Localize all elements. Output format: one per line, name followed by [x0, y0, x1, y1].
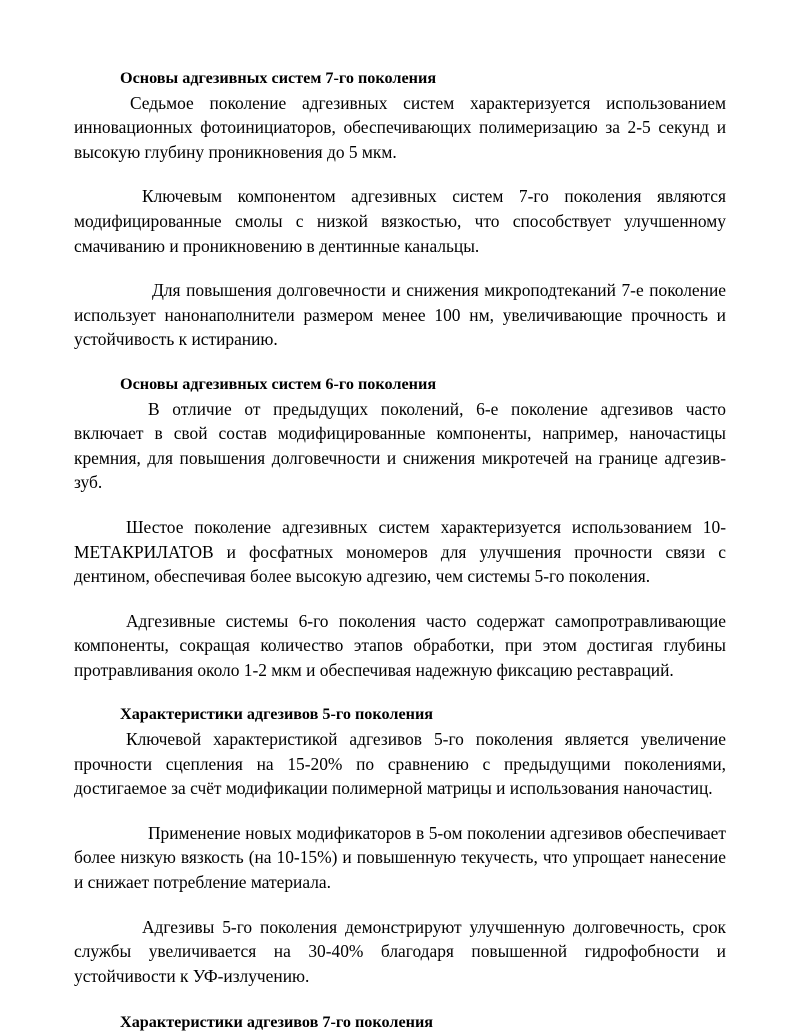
section-heading: Основы адгезивных систем 6-го поколения	[120, 374, 437, 393]
document-page	[74, 66, 726, 1035]
paragraph: Ключевой характеристикой адгезивов 5-го поколения является увеличение прочности сцепления на 15-20% по сравнению с предыдущими поколениями, достигаемое за счёт модификации полимерной матрицы и использования наночастиц.	[74, 729, 726, 799]
section-heading: Основы адгезивных систем 7-го поколения	[120, 69, 437, 87]
paragraph: В отличие от предыдущих поколений, 6-е поколение адгезивов часто включает в свой состав модифицированные компоненты, например, наночастицы кремния, для повышения долговечности и снижения микротечей на границе адгезив-зуб.	[74, 398, 726, 493]
section-heading: Характеристики адгезивов 5-го поколения	[120, 705, 434, 724]
paragraph: Для повышения долговечности и снижения микроподтеканий 7-е поколение использует нанонаполнители размером менее 100 нм, увеличивающие прочность и устойчивость к истиранию.	[74, 280, 726, 350]
paragraph: Ключевым компонентом адгезивных систем 7-го поколения являются модифицированные смолы с низкой вязкостью, что способствует улучшенному смачиванию и проникновению в дентинные канальцы.	[74, 186, 726, 256]
paragraph: Адгезивные системы 6-го поколения часто содержат самопротравливающие компоненты, сокращая количество этапов обработки, при этом достигая глубины протравливания около 1-2 мкм и обеспечивая надежную фиксацию реставраций.	[74, 610, 726, 680]
paragraph: Адгезивы 5-го поколения демонстрируют улучшенную долговечность, срок службы увеличивается на 30-40% благодаря повышенной гидрофобности и устойчивости к УФ-излучению.	[74, 916, 726, 986]
section-heading: Характеристики адгезивов 7-го поколения	[120, 1013, 434, 1032]
paragraph: Применение новых модификаторов в 5-ом поколении адгезивов обеспечивает более низкую вязкость (на 10-15%) и повышенную текучесть, что упрощает нанесение и снижает потребление материала.	[74, 822, 726, 893]
paragraph: Шестое поколение адгезивных систем характеризуется использованием 10-МЕТАКРИЛАТОВ и фосфатных мономеров для улучшения прочности связи с дентином, обеспечивая более высокую адгезию, чем системы 5-го поколения.	[74, 516, 726, 587]
paragraph: Седьмое поколение адгезивных систем характеризуется использованием инновационных фотоинициаторов, обеспечивающих полимеризацию за 2-5 секунд и высокую глубину проникновения до 5 мкм.	[74, 92, 726, 162]
